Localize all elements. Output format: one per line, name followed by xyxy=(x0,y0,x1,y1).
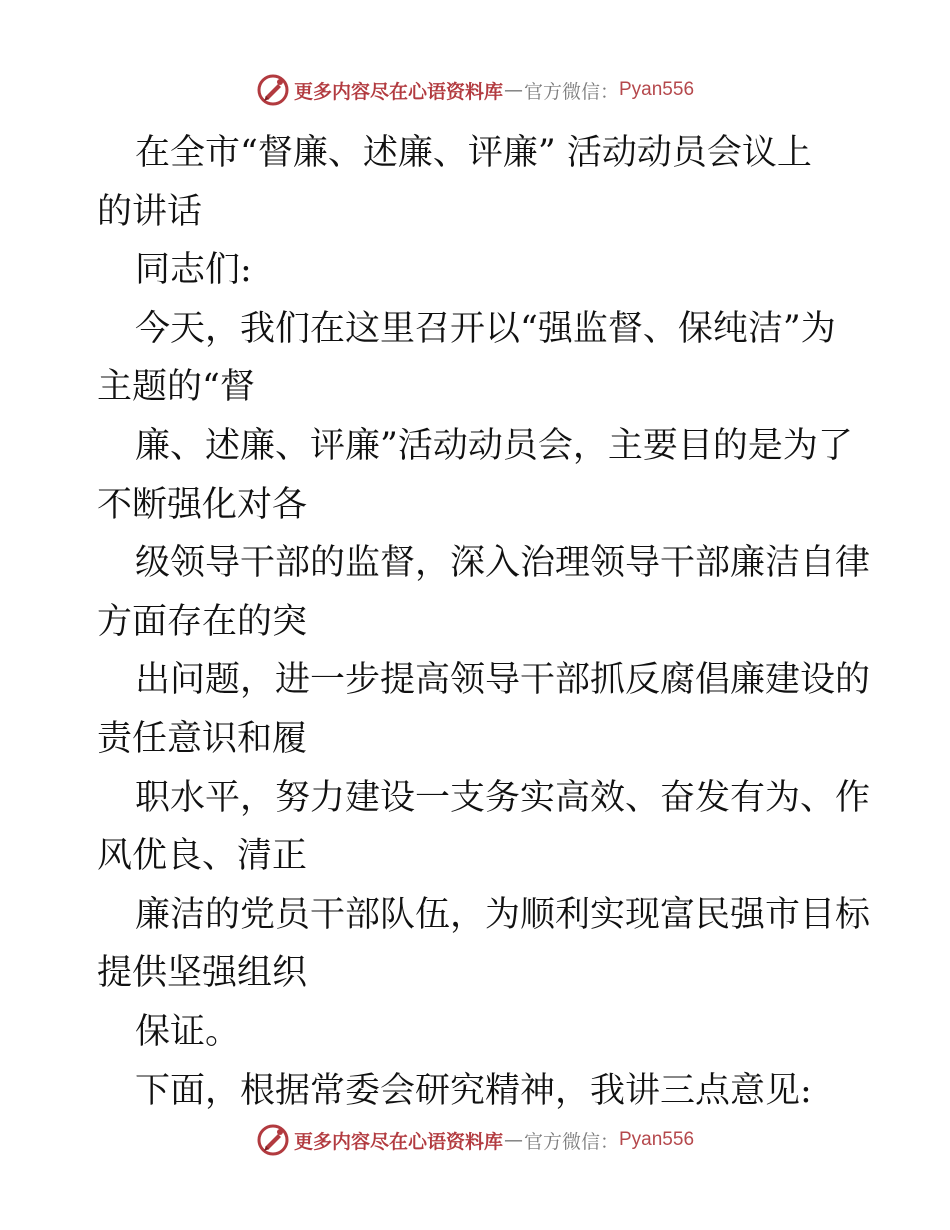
body-line: 廉、述廉、评廉”活动动员会，主要目的是为了 xyxy=(135,425,853,466)
pen-logo-icon xyxy=(256,73,290,107)
title-line-2: 的讲话 xyxy=(97,191,203,232)
body-line: 保证。 xyxy=(135,1011,241,1052)
body-line: 责任意识和履 xyxy=(97,718,308,759)
body-line: 下面，根据常委会研究精神，我讲三点意见: xyxy=(135,1070,812,1111)
document-body xyxy=(97,124,871,1120)
body-line: 职水平，努力建设一支务实高效、奋发有为、作 xyxy=(135,777,871,818)
salutation: 同志们: xyxy=(135,250,252,291)
watermark-wechat-id: Pyan556 xyxy=(619,1129,695,1150)
watermark-wechat-id: Pyan556 xyxy=(619,79,695,100)
pen-logo-icon xyxy=(256,1123,290,1157)
watermark-official-label: 官方微信： xyxy=(523,80,619,103)
body-line: 廉洁的党员干部队伍，为顺利实现富民强市目标 xyxy=(135,894,871,935)
watermark-official-label: 官方微信： xyxy=(523,1130,619,1153)
body-line: 提供坚强组织 xyxy=(97,953,308,994)
watermark-dash: — xyxy=(503,1129,523,1151)
body-line: 方面存在的突 xyxy=(97,601,308,642)
body-line: 级领导干部的监督，深入治理领导干部廉洁自律 xyxy=(135,543,871,584)
body-line: 主题的“督 xyxy=(97,367,255,408)
footer-watermark xyxy=(0,1120,950,1160)
watermark-dash: — xyxy=(503,79,523,101)
body-line: 今天，我们在这里召开以“强监督、保纯洁”为 xyxy=(135,308,836,349)
watermark-brand: 更多内容尽在心语资料库 xyxy=(293,1130,503,1153)
body-line: 不断强化对各 xyxy=(97,484,308,525)
watermark-brand: 更多内容尽在心语资料库 xyxy=(293,80,503,103)
title-line-1: 在全市“督廉、述廉、评廉” 活动动员会议上 xyxy=(135,133,812,173)
header-watermark xyxy=(0,70,950,110)
body-line: 出问题，进一步提高领导干部抓反腐倡廉建设的 xyxy=(135,660,871,701)
body-line: 风优良、清正 xyxy=(97,836,308,877)
